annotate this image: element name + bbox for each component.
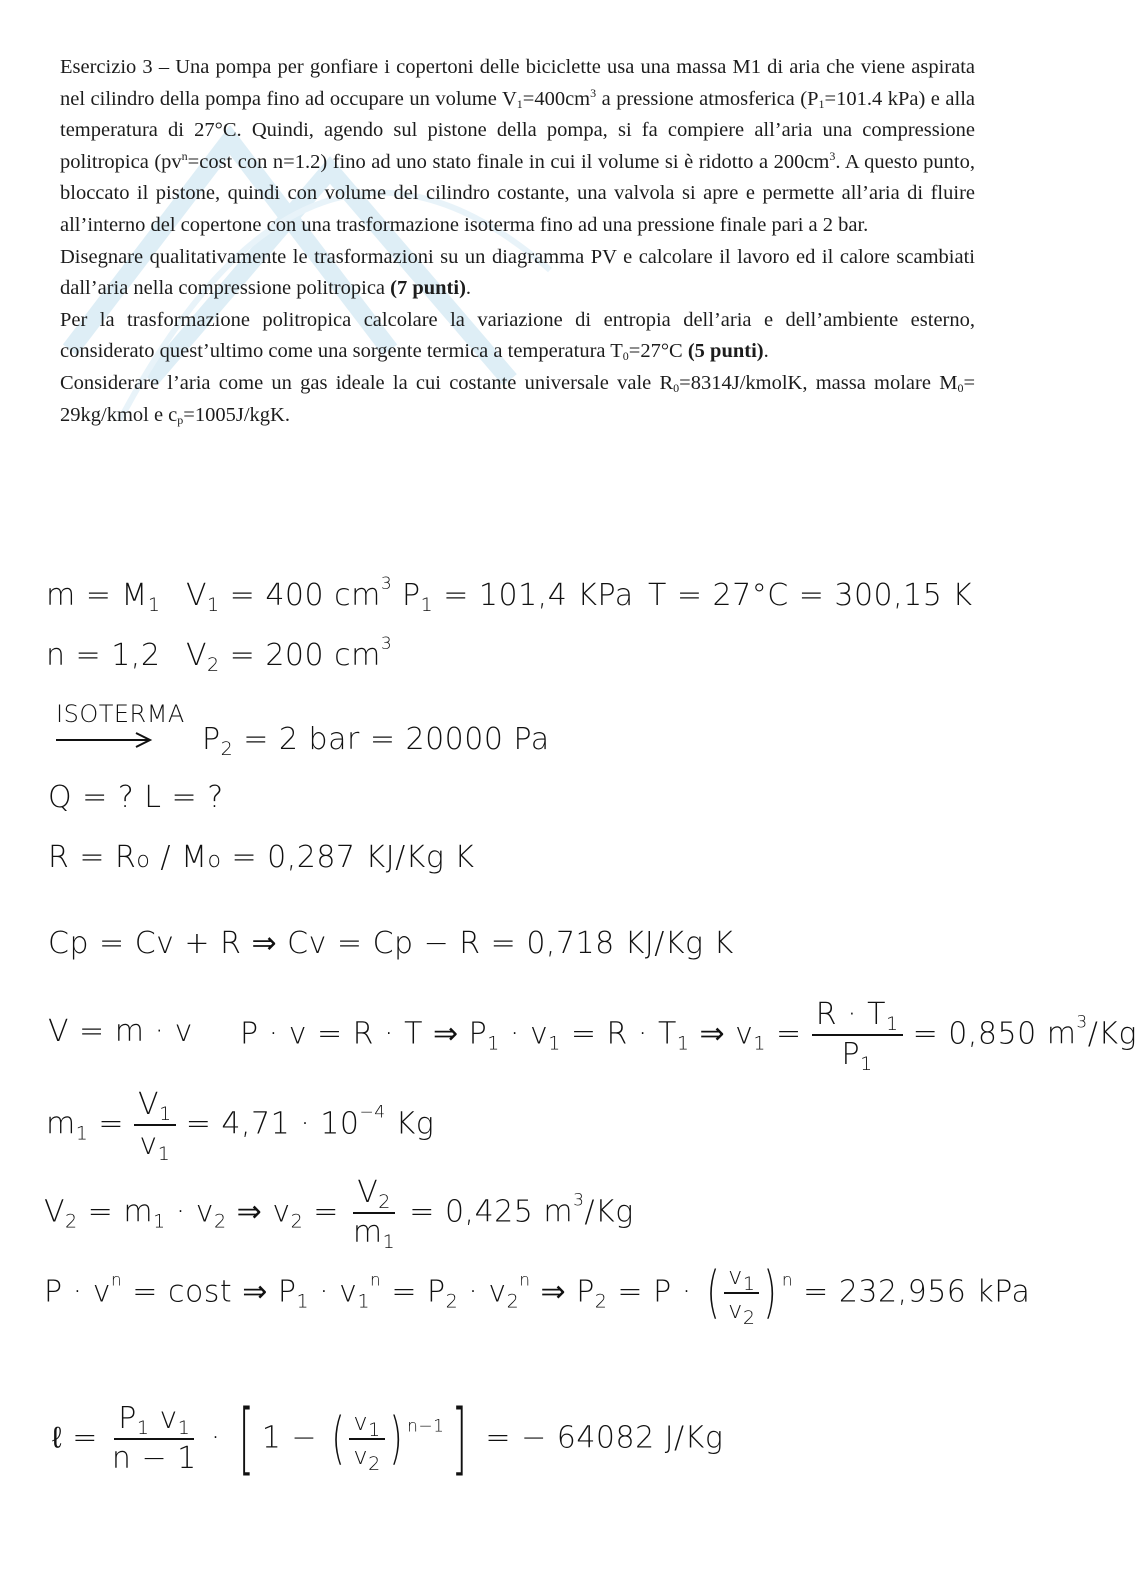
given-volume-1: $V_1 = 400$ $cm^3$ [186,574,393,616]
mass-fraction: $\frac{V_1}{v_1}$ [134,1090,176,1160]
given-mass: $m = M_1$ [46,578,161,616]
isothermal-arrow-icon [54,730,154,750]
final-pressure: $P_2 = 2$ bar = 20000 Pa [202,722,550,760]
unknowns: Q = ? L = ? [48,780,224,815]
given-polytropic-index: n = 1,2 [46,638,161,673]
specific-volume-2: $V_2 = m_1 \cdot v_2$ ⇒ $v_2$ = $\frac{V_2}{m_1}$ = 0,425 $m^3/Kg$ [44,1175,634,1253]
work-volume-ratio: $\frac{v_1}{v_2}$ [349,1410,384,1468]
v2-fraction: $\frac{V_2}{m_1}$ [352,1175,396,1253]
polytropic-work: ℓ = $\frac{P_1 v_1}{n - 1}$ · [ 1 − ( $\frac{v_1}{v_2}$ ) $^{n-1}$] = − 64082 J/Kg [52,1394,724,1484]
mass-calculation: $m_1$ = $\frac{V_1}{v_1}$ = $4,71 \cdot 10^{-4}$ Kg [46,1087,435,1165]
v1-fraction: $\frac{R \cdot T_1}{P_1}$ [812,1000,903,1070]
given-volume-2: $V_2 = 200$ $cm^3$ [186,634,393,676]
problem-paragraph-4: Considerare l’aria come un gas ideale la cui costante universale vale $R_0=8314J$/kmolK, massa molare $M_0=$ 29kg/kmol e $c_p=1005J$/kgK. [60,371,975,427]
polytropic-pressure: $P \cdot v^n = \cos t$ ⇒ $P_1 \cdot v_1^n = P_2 \cdot v_2^n$ ⇒ $P_2 = P$ · ( $\frac{v_1}{v_2}$ ) $^n$ = 232,956 kPa [44,1260,1031,1329]
problem-paragraph-3: Per la trasformazione politropica calcolare la variazione di entropia dell’aria e dell’ambiente esterno, considerato quest’ultimo come una sorgente termica a temperatura $T_0=27^\circ C$ (5 punti). [60,308,975,364]
gas-constant: R = Ro / Mo = 0,287 KJ/Kg K [48,840,475,875]
ideal-gas-specific-volume: P · v = R · T ⇒ $P_1 \cdot v_1 = R \cdot T_1$ ⇒ $v_1$ = $\frac{R \cdot T_1}{P_1}$ = 0,850 $m^3/Kg$ [240,997,1137,1075]
given-temperature: T = 27°C = 300,15 K [648,578,973,613]
problem-paragraph-1: Esercizio 3 – Una pompa per gonfiare i copertoni delle biciclette usa una massa M1 di aria che viene aspirata nel cilindro della pompa fino ad occupare un volume $V_1=400cm^3$ a pressione atmosferica ($P_1=101.4$ kPa) e alla temperatura di 27°C. Quindi, agendo sul pistone della pompa, si fa compiere all’aria una compressione politropica ($pv^n=\cos t$ con n=1.2) fino ad uno stato finale in cui il volume si è ridotto a $200cm^3$. A questo punto, bloccato il pistone, quindi con volume del cilindro costante, una valvola si apre e permette all’aria di fluire all’interno del copertone con una trasformazione isoterma fino ad una pressione finale pari a 2 bar. [60,56,975,236]
work-fraction: $\frac{P_1 v_1}{n - 1}$ [111,1401,197,1476]
specific-heat-relation: Cp = Cv + R ⇒ Cv = Cp − R = 0,718 KJ/Kg K [48,926,734,961]
problem-paragraph-2: Disegnare qualitativamente le trasformazioni su un diagramma PV e calcolare il lavoro ed il calore scambiati dall’aria nella compressione politropica (7 punti). [60,245,975,300]
isothermal-label: ISOTERMA [56,700,185,728]
volume-ratio-fraction: $\frac{v_1}{v_2}$ [724,1264,759,1322]
problem-statement [60,52,975,431]
given-pressure-1: $P_1 = 101,4$ KPa [402,578,634,616]
volume-relation: V = m · v [48,1014,193,1049]
